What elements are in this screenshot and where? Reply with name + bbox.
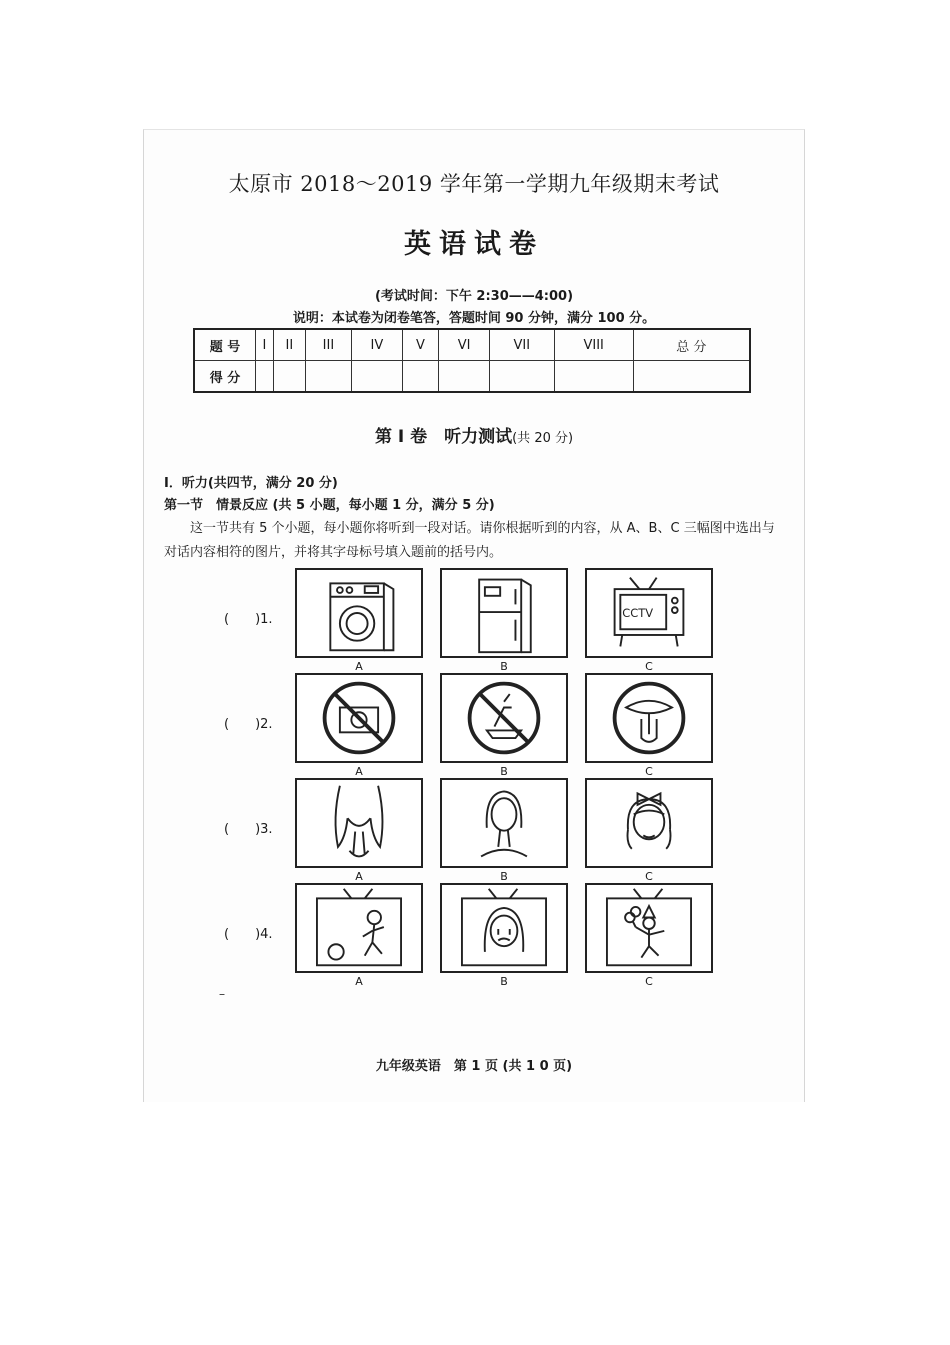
score-col-1: I xyxy=(256,329,274,361)
score-table xyxy=(193,328,751,393)
option-label-c: C xyxy=(645,870,653,883)
score-table-row-label: 题 号 xyxy=(194,329,256,361)
exam-page xyxy=(143,129,805,1102)
score-cell[interactable] xyxy=(305,361,351,393)
question-row-1 xyxy=(144,568,804,672)
option-label-c: C xyxy=(645,765,653,778)
quiet-sign-icon[interactable] xyxy=(585,673,713,763)
exam-instructions: 说明：本试卷为闭卷笔答，答题时间 90 分钟，满分 100 分。 xyxy=(292,311,656,326)
exam-title: 太原市 2018～2019 学年第一学期九年级期末考试 xyxy=(228,172,720,196)
score-cell[interactable] xyxy=(273,361,305,393)
score-cell[interactable] xyxy=(554,361,633,393)
part-title-text: 第 I 卷 听力测试 xyxy=(374,427,513,447)
section-subheading: 第一节 情景反应 (共 5 小题，每小题 1 分，满分 5 分) xyxy=(164,498,495,513)
option-label-a: A xyxy=(355,975,363,988)
section-description: 这一节共有 5 个小题，每小题你将听到一段对话。请你根据听到的内容，从 A、B、C 三幅图中选出与对话内容相符的图片，并将其字母标号填入题前的括号内。 xyxy=(164,521,775,560)
score-cell[interactable] xyxy=(256,361,274,393)
option-label-a: A xyxy=(355,870,363,883)
question-row-3 xyxy=(144,778,804,882)
washing-machine-icon[interactable] xyxy=(295,568,423,658)
score-table-row-label: 得 分 xyxy=(194,361,256,393)
no-food-sign-icon[interactable] xyxy=(440,673,568,763)
score-col-5: V xyxy=(402,329,439,361)
score-col-3: III xyxy=(305,329,351,361)
score-cell[interactable] xyxy=(489,361,554,393)
exam-time: (考试时间：下午 2:30——4:00) xyxy=(374,289,574,304)
question-row-2 xyxy=(144,673,804,777)
option-label-b: B xyxy=(500,870,508,883)
straight-hair-girl-icon[interactable] xyxy=(440,778,568,868)
question-number[interactable]: ( )2. xyxy=(224,717,273,732)
score-cell[interactable] xyxy=(633,361,750,393)
page-footer: 九年级英语 第 1 页 (共 1 0 页) xyxy=(375,1059,573,1074)
section-heading: I．听力(共四节，满分 20 分) xyxy=(164,476,338,491)
no-photo-sign-icon[interactable] xyxy=(295,673,423,763)
tv-crying-girl-icon[interactable] xyxy=(440,883,568,973)
score-cell[interactable] xyxy=(439,361,490,393)
long-hair-girl-icon[interactable] xyxy=(295,778,423,868)
tv-screen-text: CCTV xyxy=(622,605,654,620)
part-points: (共 20 分) xyxy=(512,431,574,446)
question-number[interactable]: ( )1. xyxy=(224,612,273,627)
score-table-score-row xyxy=(194,361,750,393)
tv-clown-icon[interactable] xyxy=(585,883,713,973)
subject-title: 英语试卷 xyxy=(404,229,544,260)
fridge-icon[interactable] xyxy=(440,568,568,658)
question-row-4 xyxy=(144,883,804,987)
question-number[interactable]: ( )4. xyxy=(224,927,273,942)
option-label-b: B xyxy=(500,660,508,673)
question-number[interactable]: ( )3. xyxy=(224,822,273,837)
option-label-c: C xyxy=(645,660,653,673)
option-label-b: B xyxy=(500,765,508,778)
score-col-6: VI xyxy=(439,329,490,361)
option-label-c: C xyxy=(645,975,653,988)
score-col-2: II xyxy=(273,329,305,361)
score-table-header-row xyxy=(194,329,750,361)
score-cell[interactable] xyxy=(352,361,403,393)
score-col-total: 总 分 xyxy=(633,329,750,361)
television-icon[interactable] xyxy=(585,568,713,658)
score-cell[interactable] xyxy=(402,361,439,393)
stray-mark: – xyxy=(219,987,225,1001)
bow-girl-icon[interactable] xyxy=(585,778,713,868)
score-col-4: IV xyxy=(352,329,403,361)
part-title xyxy=(144,422,804,447)
score-col-7: VII xyxy=(489,329,554,361)
tv-boy-football-icon[interactable] xyxy=(295,883,423,973)
option-label-b: B xyxy=(500,975,508,988)
option-label-a: A xyxy=(355,765,363,778)
option-label-a: A xyxy=(355,660,363,673)
score-col-8: VIII xyxy=(554,329,633,361)
